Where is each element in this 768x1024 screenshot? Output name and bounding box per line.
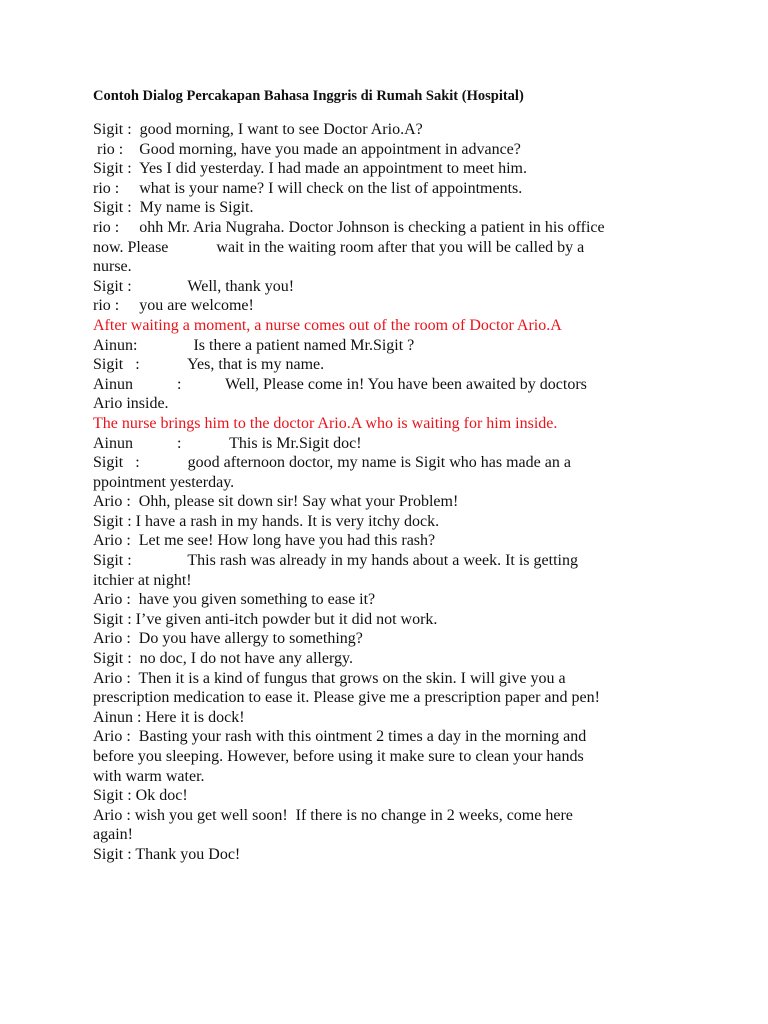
dialog-line: again! [93,826,133,844]
dialog-line: with warm water. [93,767,205,785]
dialog-line: Ainun: Is there a patient named Mr.Sigit ? [93,336,415,354]
dialog-line: Ario : Basting your rash with this ointment 2 times a day in the morning and [93,728,587,746]
dialog-line: Ario : Then it is a kind of fungus that grows on the skin. I will give you a [93,669,566,687]
dialog-line: nurse. [93,258,132,276]
document-title: Contoh Dialog Percakapan Bahasa Inggris di Rumah Sakit (Hospital) [93,88,524,104]
dialog-line: Sigit : I’ve given anti-itch powder but it did not work. [93,610,438,628]
dialog-line: Sigit : Ok doc! [93,787,188,805]
dialog-line: Sigit : My name is Sigit. [93,199,254,217]
dialog-line: Sigit : no doc, I do not have any allergy. [93,650,353,668]
dialog-line: Ainun : This is Mr.Sigit doc! [93,434,362,452]
dialog-line: Ario : Ohh, please sit down sir! Say what your Problem! [93,493,459,511]
dialog-line: Sigit : Well, thank you! [93,277,295,295]
dialog-line: Ario : Let me see! How long have you had this rash? [93,532,436,550]
dialog-line: before you sleeping. However, before using it make sure to clean your hands [93,748,584,765]
dialog-line: now. Please wait in the waiting room after that you will be called by a [93,238,585,256]
dialog-body [93,120,693,865]
dialog-line: rio : what is your name? I will check on the list of appointments. [93,179,523,197]
dialog-line: Ainun : Well, Please come in! You have been awaited by doctors [93,375,587,393]
dialog-line: Sigit : Thank you Doc! [93,845,241,863]
dialog-line: prescription medication to ease it. Please give me a prescription paper and pen! [93,689,600,707]
dialog-line: Sigit : Yes I did yesterday. I had made an appointment to meet him. [93,160,527,178]
narration-line: After waiting a moment, a nurse comes out of the room of Doctor Ario.A [93,316,562,334]
dialog-line: itchier at night! [93,571,192,589]
dialog-line: Ario : wish you get well soon! If there is no change in 2 weeks, come here [93,806,573,824]
dialog-line: Ainun : Here it is dock! [93,708,245,726]
dialog-line: ppointment yesterday. [93,473,235,491]
dialog-line: Sigit : I have a rash in my hands. It is very itchy dock. [93,512,440,530]
dialog-line: rio : you are welcome! [93,297,254,315]
dialog-line: Sigit : good afternoon doctor, my name is Sigit who has made an a [93,454,571,472]
dialog-line: Sigit : good morning, I want to see Doctor Ario.A? [93,121,423,138]
dialog-line: Ario : have you given something to ease it? [93,591,376,609]
dialog-line: rio : Good morning, have you made an appointment in advance? [93,140,521,158]
dialog-line: Sigit : Yes, that is my name. [93,356,325,374]
dialog-line: Sigit : This rash was already in my hands about a week. It is getting [93,552,578,570]
dialog-line: Ario inside. [93,395,169,413]
dialog-line: Ario : Do you have allergy to something? [93,630,363,648]
dialog-line: rio : ohh Mr. Aria Nugraha. Doctor Johnson is checking a patient in his office [93,218,605,236]
narration-line: The nurse brings him to the doctor Ario.A who is waiting for him inside. [93,414,558,432]
